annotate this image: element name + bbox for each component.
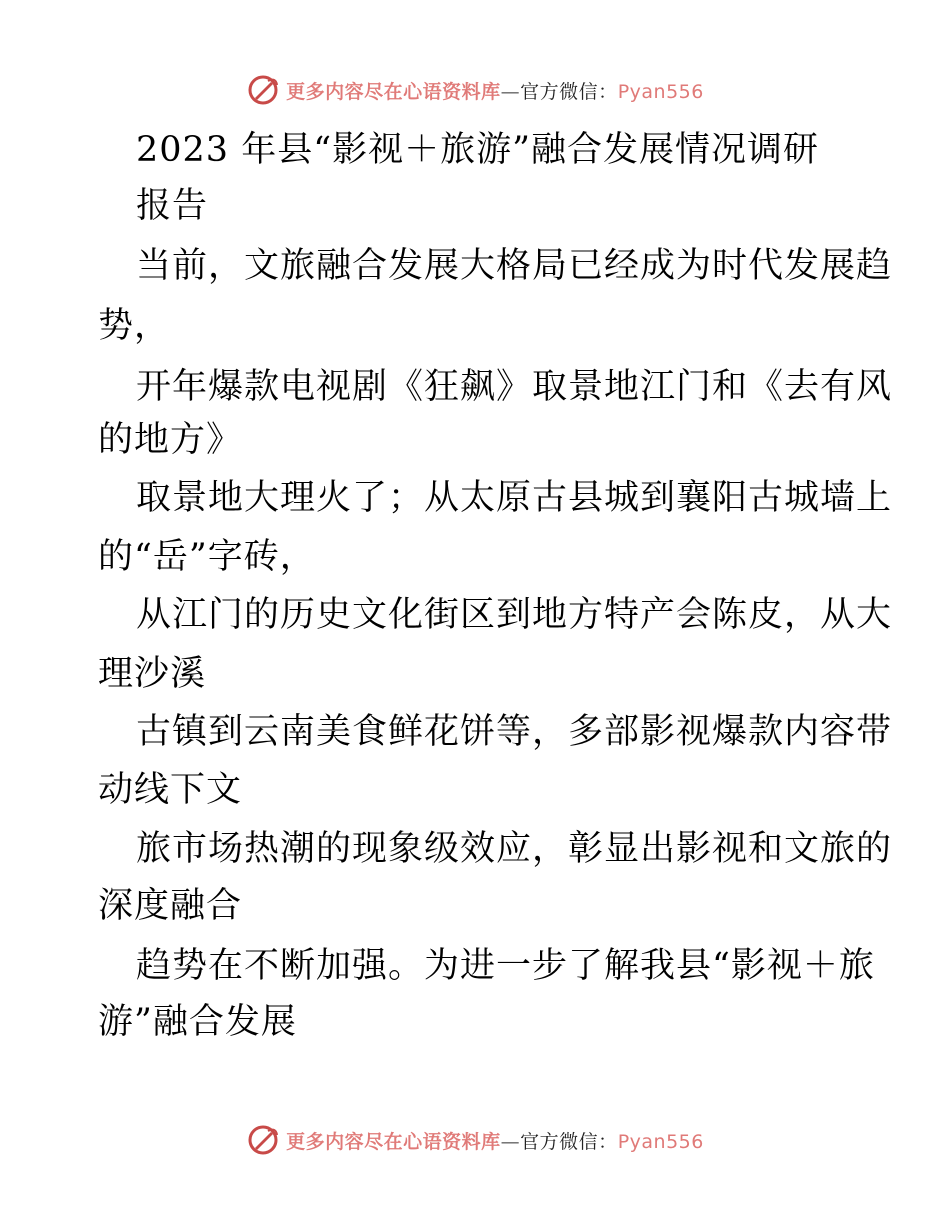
watermark-wechat-id: Pyan556: [617, 80, 704, 103]
paragraph-line: 当前，文旅融合发展大格局已经成为时代发展趋: [136, 246, 893, 286]
paragraph-line: 从江门的历史文化街区到地方特产会陈皮，从大: [136, 595, 893, 635]
quill-seal-icon: [246, 1123, 280, 1157]
watermark-dash: —: [500, 80, 521, 103]
watermark-top: [0, 70, 950, 110]
watermark-brand: 更多内容尽在心语资料库: [286, 80, 501, 103]
paragraph-line: 动线下文: [98, 770, 243, 810]
watermark-dash: —: [500, 1130, 521, 1153]
paragraph-line: 趋势在不断加强。为进一步了解我县“影视＋旅: [136, 946, 875, 986]
paragraph-line: 古镇到云南美食鲜花饼等，多部影视爆款内容带: [136, 712, 893, 752]
paragraph-line: 深度融合: [98, 886, 243, 926]
document-title-line-1: 2023 年县“影视＋旅游”融合发展情况调研: [136, 130, 819, 170]
paragraph-line: 开年爆款电视剧《狂飙》取景地江门和《去有风: [136, 367, 893, 407]
document-title-line-2: 报告: [136, 186, 209, 226]
watermark-brand: 更多内容尽在心语资料库: [286, 1130, 501, 1153]
paragraph-line: 取景地大理火了；从太原古县城到襄阳古城墙上: [136, 478, 893, 518]
watermark-official-label: 官方微信：: [520, 1130, 618, 1153]
watermark-text: [286, 77, 704, 104]
quill-seal-icon: [246, 73, 280, 107]
paragraph-line: 旅市场热潮的现象级效应，彰显出影视和文旅的: [136, 829, 893, 869]
paragraph-line: 的地方》: [98, 420, 243, 460]
paragraph-line: 的“岳”字砖，: [98, 537, 316, 577]
watermark-text: [286, 1127, 704, 1154]
paragraph-line: 游”融合发展: [98, 1002, 297, 1042]
paragraph-line: 势，: [98, 306, 171, 346]
watermark-bottom: [0, 1120, 950, 1160]
watermark-wechat-id: Pyan556: [617, 1130, 704, 1153]
paragraph-line: 理沙溪: [98, 654, 207, 694]
watermark-official-label: 官方微信：: [520, 80, 618, 103]
